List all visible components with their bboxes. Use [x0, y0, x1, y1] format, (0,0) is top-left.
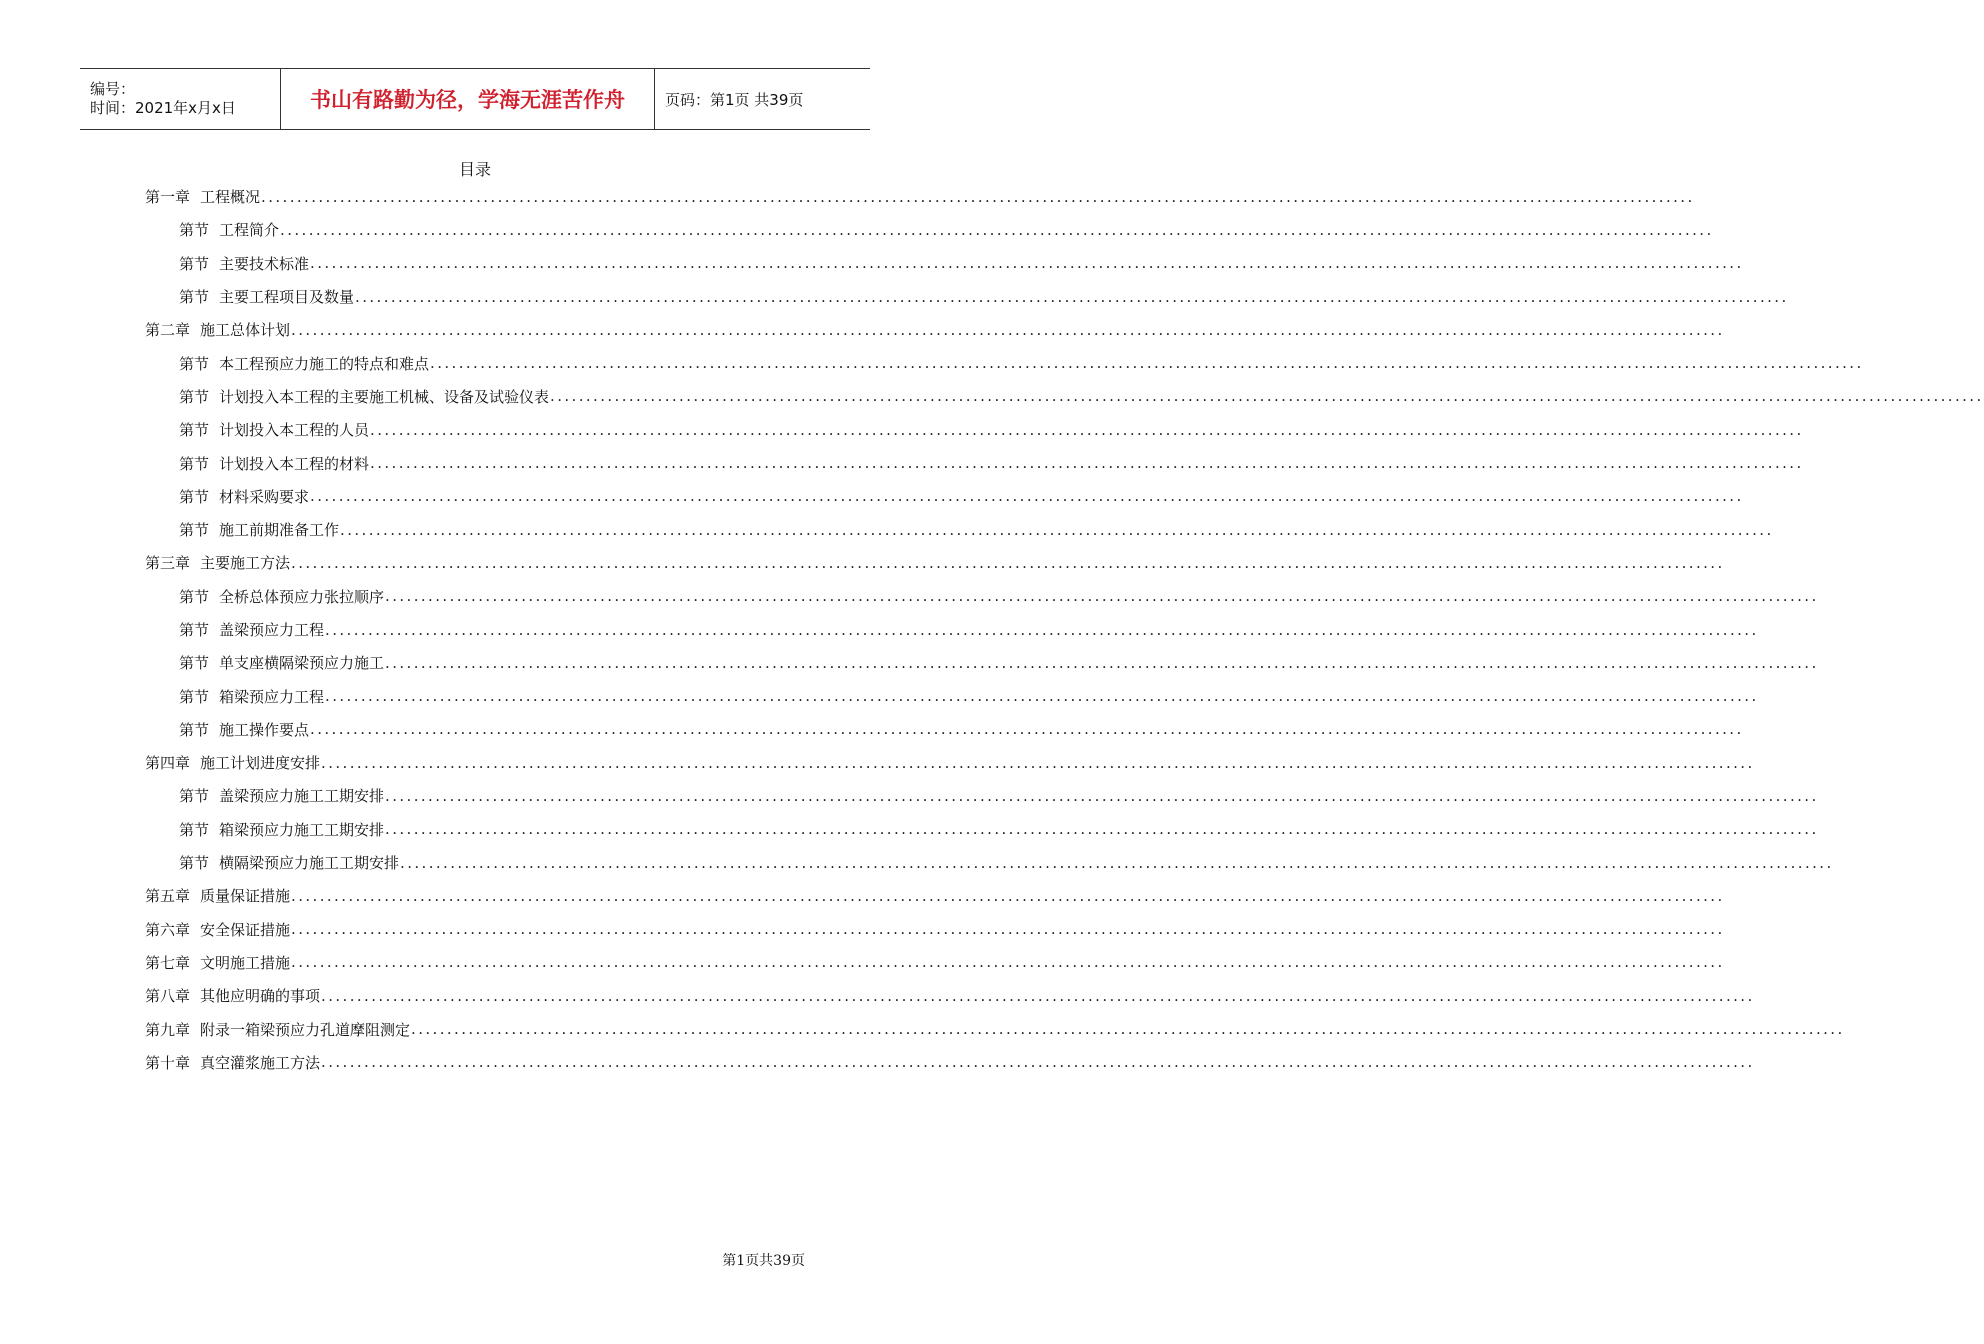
toc-leader-dots: ........................................................................................................................................................................................................	[385, 587, 1819, 606]
toc-entry[interactable]	[145, 913, 1725, 946]
toc-leader-dots: ........................................................................................................................................................................................................	[291, 553, 1725, 572]
toc-entry[interactable]	[145, 546, 1725, 579]
toc-leader-dots: ........................................................................................................................................................................................................	[385, 786, 1819, 805]
toc-entry[interactable]	[145, 180, 1695, 213]
toc-entry-text: 计划投入本工程的人员	[219, 421, 370, 440]
toc-entry-text: 本工程预应力施工的特点和难点	[219, 354, 430, 373]
toc-entry-text: 箱梁预应力工程	[219, 687, 325, 706]
toc-entry-text: 计划投入本工程的主要施工机械、设备及试验仪表	[219, 387, 550, 406]
document-header	[80, 68, 870, 130]
toc-entry-text: 附录一箱梁预应力孔道摩阻测定	[200, 1020, 411, 1039]
toc-entry[interactable]	[145, 879, 1725, 912]
toc-entry-label: 第十章	[145, 1053, 191, 1072]
toc-leader-dots: ........................................................................................................................................................................................................	[355, 287, 1789, 306]
toc-entry-text: 其他应明确的事项	[200, 987, 321, 1006]
toc-entry-text: 盖梁预应力工程	[219, 621, 325, 639]
toc-entry[interactable]	[145, 213, 1714, 246]
toc-entry-label: 第七章	[145, 953, 191, 972]
toc-entry-text: 安全保证措施	[200, 920, 291, 939]
toc-entry-text: 主要施工方法	[200, 554, 291, 573]
toc-leader-dots: ........................................................................................................................................................................................................	[321, 1053, 1755, 1072]
toc-entry[interactable]	[145, 746, 1755, 779]
toc-leader-dots: ........................................................................................................................................................................................................	[291, 920, 1725, 939]
toc-entry-label: 第节	[179, 387, 210, 406]
toc-entry-label: 第节	[179, 787, 210, 806]
toc-entry-label: 第节	[179, 221, 210, 240]
toc-entry[interactable]	[145, 779, 1819, 812]
toc-leader-dots: ........................................................................................................................................................................................................	[340, 520, 1774, 539]
toc-entry[interactable]	[145, 513, 1774, 546]
toc-entry-label: 第一章	[145, 188, 191, 207]
toc-entry-label: 第节	[179, 820, 210, 839]
toc-entry-label: 第九章	[145, 1020, 191, 1039]
page-footer: 第1页共39页	[722, 1253, 805, 1269]
toc-entry-text: 真空灌浆施工方法	[200, 1053, 321, 1072]
toc-entry-text: 施工总体计划	[200, 321, 291, 340]
toc-entry-label: 第五章	[145, 887, 191, 906]
toc-leader-dots: ........................................................................................................................................................................................................	[321, 986, 1755, 1005]
toc-leader-dots: ........................................................................................................................................................................................................	[430, 354, 1864, 373]
toc-entry-text: 工程简介	[219, 221, 280, 240]
toc-leader-dots: ........................................................................................................................................................................................................	[411, 1020, 1845, 1039]
toc-leader-dots: ........................................................................................................................................................................................................	[261, 187, 1695, 206]
toc-leader-dots: ........................................................................................................................................................................................................	[280, 220, 1714, 239]
toc-entry-text: 施工操作要点	[219, 720, 310, 739]
toc-entry-label: 第节	[179, 354, 210, 373]
toc-leader-dots: ........................................................................................................................................................................................................	[291, 886, 1725, 905]
date-label: 时间：2021年x月x日	[90, 99, 236, 117]
toc-leader-dots: ........................................................................................................................................................................................................	[310, 720, 1744, 739]
toc-entry-text: 质量保证措施	[200, 887, 291, 906]
toc-entry-label: 第节	[179, 654, 210, 673]
toc-leader-dots: ........................................................................................................................................................................................................	[325, 620, 1759, 639]
toc-entry[interactable]	[145, 946, 1725, 979]
toc-entry-label: 第节	[179, 687, 210, 706]
toc-leader-dots: ........................................................................................................................................................................................................	[325, 687, 1759, 706]
toc-entry-label: 第节	[179, 621, 210, 639]
toc-entry-text: 全桥总体预应力张拉顺序	[219, 587, 385, 606]
toc-leader-dots: ........................................................................................................................................................................................................	[370, 420, 1804, 439]
toc-entry-text: 主要工程项目及数量	[219, 288, 355, 307]
toc-leader-dots: ........................................................................................................................................................................................................	[291, 953, 1725, 972]
toc-entry-label: 第三章	[145, 554, 191, 573]
toc-entry[interactable]	[145, 446, 1804, 479]
toc-entry-label: 第二章	[145, 321, 191, 340]
toc-entry[interactable]	[145, 846, 1834, 879]
toc-entry-label: 第节	[179, 587, 210, 606]
toc-entry[interactable]	[145, 813, 1819, 846]
toc-entry-label: 第节	[179, 421, 210, 440]
toc-entry-text: 计划投入本工程的材料	[219, 454, 370, 473]
toc-entry[interactable]	[145, 979, 1755, 1012]
toc-entry-label: 第六章	[145, 920, 191, 939]
toc-leader-dots: ........................................................................................................................................................................................................	[291, 320, 1725, 339]
toc-entry-label: 第节	[179, 521, 210, 540]
toc-entry[interactable]	[145, 613, 1759, 646]
toc-leader-dots: ........................................................................................................................................................................................................	[385, 653, 1819, 672]
toc-entry[interactable]	[145, 247, 1744, 280]
table-of-contents	[145, 180, 1984, 1079]
toc-entry-label: 第节	[179, 288, 210, 307]
toc-entry-label: 第四章	[145, 754, 191, 773]
toc-entry-text: 主要技术标准	[219, 254, 310, 273]
toc-entry[interactable]	[145, 679, 1759, 712]
toc-leader-dots: ........................................................................................................................................................................................................	[310, 487, 1744, 506]
toc-entry-text: 盖梁预应力施工工期安排	[219, 787, 385, 806]
toc-entry[interactable]	[145, 380, 1984, 413]
toc-entry[interactable]	[145, 646, 1819, 679]
toc-entry-text: 横隔梁预应力施工工期安排	[219, 854, 400, 873]
toc-entry-text: 工程概况	[200, 188, 261, 207]
toc-title: 目录	[458, 160, 491, 179]
toc-leader-dots: ........................................................................................................................................................................................................	[310, 254, 1744, 273]
toc-entry[interactable]	[145, 480, 1744, 513]
toc-entry[interactable]	[145, 1012, 1845, 1045]
toc-leader-dots: ........................................................................................................................................................................................................	[385, 820, 1819, 839]
toc-entry-label: 第节	[179, 854, 210, 873]
toc-leader-dots: ........................................................................................................................................................................................................	[370, 454, 1804, 473]
header-page-info: 页码：第1页 共39页	[665, 90, 804, 109]
toc-entry[interactable]	[145, 413, 1804, 446]
toc-entry-label: 第节	[179, 454, 210, 473]
toc-entry-label: 第八章	[145, 987, 191, 1006]
number-label: 编号：	[90, 80, 136, 98]
toc-entry-text: 材料采购要求	[219, 487, 310, 506]
toc-leader-dots: ........................................................................................................................................................................................................	[400, 853, 1834, 872]
header-motto: 书山有路勤为径，学海无涯苦作舟	[281, 69, 655, 129]
toc-entry-text: 箱梁预应力施工工期安排	[219, 820, 385, 839]
toc-entry-text: 施工前期准备工作	[219, 521, 340, 540]
toc-entry-label: 第节	[179, 720, 210, 739]
toc-entry[interactable]	[145, 580, 1819, 613]
toc-entry[interactable]	[145, 713, 1744, 746]
toc-leader-dots: ........................................................................................................................................................................................................	[321, 753, 1755, 772]
toc-entry[interactable]	[145, 346, 1864, 379]
toc-entry-text: 施工计划进度安排	[200, 754, 321, 773]
toc-leader-dots: ........................................................................................................................................................................................................	[550, 387, 1984, 406]
toc-entry-label: 第节	[179, 254, 210, 273]
toc-entry-label: 第节	[179, 487, 210, 506]
toc-entry[interactable]	[145, 1046, 1755, 1079]
header-meta	[80, 69, 281, 129]
toc-entry[interactable]	[145, 313, 1725, 346]
toc-entry[interactable]	[145, 280, 1789, 313]
toc-entry-text: 文明施工措施	[200, 953, 291, 972]
toc-entry-text: 单支座横隔梁预应力施工	[219, 654, 385, 673]
